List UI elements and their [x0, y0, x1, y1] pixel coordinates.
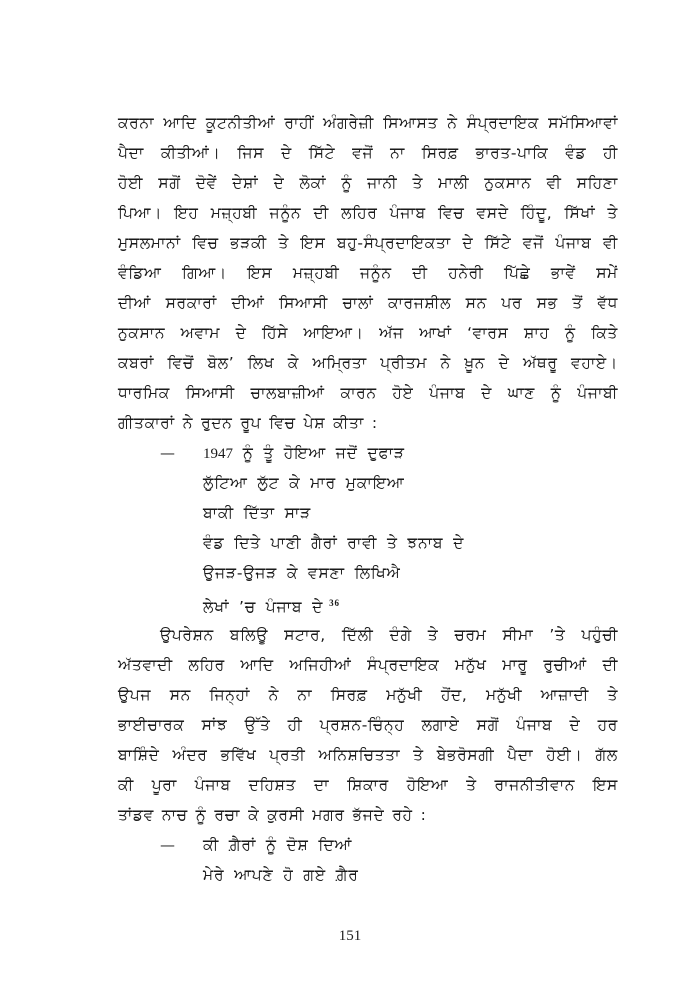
word: ਵਿਚ	[192, 234, 219, 252]
word: ਨਾ	[390, 144, 405, 162]
word: ਸਿੱਟੇ	[308, 144, 336, 162]
text-line	[118, 233, 618, 253]
word: ਪ੍ਰੀਤਮ	[380, 354, 428, 372]
word: ਬੋਲ’	[207, 354, 235, 372]
word: ਹੋਈ।	[546, 746, 583, 764]
word: ਦਾ	[313, 776, 330, 794]
word: ਚਾਲਾਂ	[342, 294, 374, 312]
word: ਪੰਜਾਬ	[429, 384, 466, 402]
word: ਦੇ	[498, 354, 510, 372]
word: ਧਾਰਮਿਕ	[118, 384, 170, 402]
word: ਪੈਦਾ	[507, 746, 534, 764]
text-line	[118, 383, 618, 403]
word: ਭਵਿੱਖ	[220, 746, 257, 764]
word: ਸਟਾਰ,	[284, 626, 326, 644]
word: ਸਿੱਟੇ	[484, 234, 512, 252]
word: ਦੇ	[273, 174, 285, 192]
word: ਉੱਤੇ	[244, 716, 271, 734]
word: ਕਬਰਾਂ	[118, 354, 155, 372]
word: ਅੰਗਰੇਜ਼ੀ	[323, 114, 374, 132]
word: ਲਗਾਏ	[421, 716, 460, 734]
word: ਤੇ	[427, 626, 439, 644]
word: ਭੱਜਦੇ	[352, 806, 385, 824]
word: ਗੀਤਕਾਰਾਂ	[118, 414, 175, 432]
word: ਆਦਿ	[163, 114, 197, 132]
word: ਰੁਦਨ	[201, 414, 233, 432]
word: ਤੇ	[413, 746, 424, 764]
word: ਉਪਜ	[118, 686, 152, 704]
word: ਸੀਮਾ	[502, 626, 534, 644]
verse-line: ਲੁੱਟਿਆ ਲੁੱਟ ਕੇ ਮਾਰ ਮੁਕਾਇਆ	[203, 474, 405, 492]
word: ਨੁਕਸਾਨ	[484, 174, 532, 192]
verse-line: ਕੀ ਗ਼ੈਰਾਂ ਨੂੰ ਦੋਸ਼ ਦਿਆਂ	[203, 836, 353, 854]
word: ਵਿਚ	[269, 414, 296, 432]
word: ਕੀਤਾ	[333, 414, 364, 432]
verse-line	[203, 593, 340, 617]
word: ਕੇ	[287, 354, 299, 372]
text-line	[118, 655, 618, 675]
text-line	[118, 323, 618, 343]
word: ਜਾਨੀ	[367, 174, 398, 192]
word: ਦੇਸ਼ਾਂ	[232, 174, 259, 192]
word: ਕਾਰਜਸ਼ੀਲ	[387, 294, 452, 312]
word: ‘ਵਾਰਸ	[467, 324, 509, 342]
word: ਮਾਲੀ	[438, 174, 470, 192]
word: ਪੂਰਾ	[151, 776, 177, 794]
word: ਗੱਲ	[595, 746, 618, 764]
verse-line-text: ਲੇਖਾਂ ’ਚ ਪੰਜਾਬ ਦੇ	[203, 598, 324, 617]
footnote-marker: 36	[329, 598, 340, 608]
word: ਹੋਈ	[118, 174, 144, 192]
word: ਵਿਚੋਂ	[167, 354, 194, 372]
word: ਚਰਮ	[454, 626, 487, 644]
word: ਸ਼ਾਹ	[524, 324, 550, 342]
word: ਦੰਗੇ	[389, 626, 412, 644]
word: ਸਗੋਂ	[158, 174, 181, 192]
word: ਹੋਏ	[392, 384, 414, 402]
word: ਸਰਕਾਰਾਂ	[165, 294, 217, 312]
verse-dash: —	[160, 836, 175, 854]
word: ਪਰ	[501, 294, 523, 312]
text-line	[118, 353, 618, 373]
text-line	[118, 203, 618, 223]
word: ਮਨੁੱਖੀ	[486, 686, 523, 704]
word: ਤੇ	[607, 686, 618, 704]
word: ਪਿਆ।	[118, 204, 163, 222]
word: ਸਿਰਫ਼	[421, 144, 459, 162]
word: ਸੰਪ੍ਰਦਾਇਕ	[466, 114, 539, 132]
word: ਮਗਰ	[312, 806, 345, 824]
word: ਲਿਖ	[247, 354, 275, 372]
word: ਹਿੰਦੂ,	[520, 204, 553, 222]
word: ਜਨੂੰਨ	[269, 204, 302, 222]
word: ਪਿੱਛੇ	[504, 264, 531, 282]
word: ਨੇ	[182, 414, 194, 432]
word: ਪੰਜਾਬੀ	[577, 384, 618, 402]
word: ਇਹ	[174, 204, 199, 222]
word: ਸਭ	[536, 294, 558, 312]
word: ਮਨੁੱਖ	[455, 656, 487, 674]
text-line	[118, 805, 618, 825]
word: ਆਇਆ।	[303, 324, 364, 342]
word: ਭਾਰਤ-ਪਾਕਿ	[475, 144, 549, 162]
word: ਵੰਡਿਆ	[118, 264, 162, 282]
text-line	[118, 143, 618, 163]
word: ਦੀ	[313, 204, 329, 222]
word: ਕੀ	[118, 776, 134, 794]
word: ਹੀ	[287, 716, 303, 734]
word: ਸਿਆਸੀ	[185, 384, 235, 402]
word: ਖ਼ੂਨ	[464, 354, 486, 372]
word: ਪਹੁੰਚੀ	[581, 626, 618, 644]
word: ਸਗੋਂ	[476, 716, 499, 734]
word: ਪੇਸ਼	[303, 414, 326, 432]
verse-year: 1947	[203, 446, 233, 462]
word: ਆਦਿ	[240, 656, 274, 674]
word: ਹੋਇਆ	[406, 776, 449, 794]
text-line	[118, 293, 618, 313]
word: ਹਰ	[597, 716, 618, 734]
word: ਸਾਂਝ	[201, 716, 228, 734]
word: ਸਿਆਸੀ	[278, 294, 328, 312]
word: ਰਹੇ	[392, 806, 413, 824]
word: ਚਾਲਬਾਜ਼ੀਆਂ	[250, 384, 325, 402]
word: ਪੰਜਾਬ	[516, 716, 553, 734]
word: ਵਿਚ	[437, 204, 465, 222]
word: ਸਮੱਸਿਆਵਾਂ	[548, 114, 618, 132]
word: ਅੱਤਵਾਦੀ	[118, 656, 173, 674]
word: ਅਵਾਮ	[180, 324, 221, 342]
word: ਦੇ	[481, 384, 492, 402]
word: ਕੂਟਨੀਤੀਆਂ	[205, 114, 276, 132]
word: ਲਹਿਰ	[188, 656, 225, 674]
word: ਨਾ	[297, 686, 313, 704]
word: ਨੂੰ	[341, 174, 352, 192]
word: ਭਾਵੇਂ	[550, 264, 576, 282]
word: ਕੀਤੀਆਂ।	[160, 144, 221, 162]
word: ਰਾਜਨੀਤੀਵਾਨ	[494, 776, 576, 794]
word: ਮਜ਼੍ਹਬੀ	[292, 264, 340, 282]
verse-dash: —	[160, 444, 175, 462]
verse-line: ਮੇਰੇ ਆਪਣੇ ਹੋ ਗਏ ਗ਼ੈਰ	[203, 866, 359, 884]
text-line	[118, 745, 618, 765]
word: ਨੂੰ	[565, 324, 576, 342]
word: ਕੁਰਸੀ	[267, 806, 305, 824]
word: ਅਨਿਸ਼ਚਿਤਤਾ	[318, 746, 401, 764]
word: ਭੜਕੀ	[230, 234, 267, 252]
word: ਸਹਿਣਾ	[576, 174, 618, 192]
word: ਦੇ	[235, 324, 247, 342]
word: ਮਾਰੂ	[502, 656, 528, 674]
word: ਵਜੋਂ	[352, 144, 374, 162]
word: ਪ੍ਰਤੀ	[269, 746, 306, 764]
word: ਘਾਣ	[507, 384, 535, 402]
word: ਦੀ	[602, 656, 618, 674]
verse-line: ਬਾਕੀ ਦਿੱਤਾ ਸਾੜ	[203, 504, 312, 522]
word: ਤਾਂਡਵ	[118, 806, 154, 824]
word: ਨੂੰ	[550, 384, 562, 402]
word: ’ਤੇ	[549, 626, 566, 644]
word: ਕਾਰਨ	[340, 384, 377, 402]
text-line	[118, 173, 618, 193]
word: ਬਾਸ਼ਿੰਦੇ	[118, 746, 160, 764]
word: ਜਿਸ	[237, 144, 265, 162]
word: ਇਸ	[592, 776, 618, 794]
word: ਦਹਿਸ਼ਤ	[248, 776, 297, 794]
word: ਅੱਜ	[379, 324, 404, 342]
word: ਮੁਸਲਮਾਨਾਂ	[118, 234, 181, 252]
word: ਰਾਹੀਂ	[284, 114, 314, 132]
text-line	[160, 625, 618, 645]
word: ਰੂਪ	[240, 414, 262, 432]
word: ਦੇ	[280, 144, 292, 162]
word: ਰੁਚੀਆਂ	[543, 656, 587, 674]
word: :	[371, 414, 378, 432]
word: ਵਜੋਂ	[522, 234, 544, 252]
word: ਦੀ	[412, 264, 428, 282]
word: ਦੀਆਂ	[231, 294, 265, 312]
word: ਬਹੁ-ਸੰਪ੍ਰਦਾਇਕਤਾ	[337, 234, 451, 252]
word: ਜਿਨ੍ਹਾਂ	[209, 686, 250, 704]
word: ਨਾਚ	[161, 806, 188, 824]
word: ਹਿੱਸੇ	[262, 324, 289, 342]
word: ਅੰਦਰ	[172, 746, 208, 764]
word: ਨੁਕਸਾਨ	[118, 324, 166, 342]
word: ਪੰਜਾਬ	[389, 204, 426, 222]
word: ਲਹਿਰ	[341, 204, 378, 222]
word: ਬਲਿਊ	[229, 626, 269, 644]
verse-line: ਵੰਡ ਦਿਤੇ ਪਾਣੀ ਗੈਰਾਂ ਰਾਵੀ ਤੇ ਝਨਾਬ ਦੇ	[203, 534, 465, 552]
word: ਤੇ	[607, 204, 618, 222]
word: ਹੀ	[603, 144, 618, 162]
word: ਬੇਭਰੋਸਗੀ	[436, 746, 495, 764]
word: ਵੀ	[546, 174, 562, 192]
word: ਸ਼ਿਕਾਰ	[347, 776, 389, 794]
word: ਤੇ	[466, 776, 477, 794]
word: ਵੀ	[602, 234, 618, 252]
word: ਤੇ	[278, 234, 289, 252]
verse-line: ਉਜੜ-ਉਜੜ ਕੇ ਵਸਣਾ ਲਿਖਿਐ	[203, 564, 401, 582]
text-line	[118, 413, 618, 433]
word: ਦਿੱਲੀ	[341, 626, 374, 644]
word: ਦੇ	[569, 716, 581, 734]
word: ਹਨੇਰੀ	[448, 264, 484, 282]
word: ਸੰਪ੍ਰਦਾਇਕ	[367, 656, 440, 674]
word: ਪੰਜਾਬ	[194, 776, 231, 794]
word: ਤੇ	[412, 174, 423, 192]
text-line	[118, 113, 618, 133]
word: ਸਮੇਂ	[596, 264, 618, 282]
text-line	[118, 263, 618, 283]
word: ਵਸਦੇ	[476, 204, 509, 222]
word: ਸਿੱਖਾਂ	[564, 204, 596, 222]
word: ਪੈਦਾ	[118, 144, 144, 162]
word: ਲੋਕਾਂ	[299, 174, 327, 192]
word: ਨੇ	[447, 114, 458, 132]
word: ਆਖਾਂ	[419, 324, 452, 342]
word: ਵਹਾਏ।	[571, 354, 618, 372]
word: ਪੰਜਾਬ	[555, 234, 592, 252]
page-number: 151	[338, 928, 362, 944]
word: ਤੋਂ	[572, 294, 583, 312]
word: ਇਸ	[300, 234, 326, 252]
word: ਵੰਡ	[565, 144, 587, 162]
word: ਪ੍ਰਸ਼ਨ-ਚਿੰਨ੍ਹ	[319, 716, 405, 734]
word: ਕਿਤੇ	[591, 324, 618, 342]
word: ਨੂੰ	[195, 806, 207, 824]
word: ਸਿਰਫ਼	[330, 686, 368, 704]
word: ਆਜ਼ਾਦੀ	[540, 686, 589, 704]
text-line	[118, 685, 618, 705]
word: ਭਾਈਚਾਰਕ	[118, 716, 185, 734]
word: ਨੇ	[268, 686, 279, 704]
word: ਇਸ	[247, 264, 273, 282]
word: ਨੇ	[440, 354, 451, 372]
word: ਦੋਵੇਂ	[195, 174, 217, 192]
word: ਅਜਿਹੀਆਂ	[289, 656, 352, 674]
word: ਅਮ੍ਰਿਤਾ	[312, 354, 367, 372]
word: ਦੇ	[462, 234, 474, 252]
word: ਜਨੂੰਨ	[359, 264, 392, 282]
word: :	[420, 806, 427, 824]
word: ਹੋਂਦ,	[440, 686, 468, 704]
word: ਦੀਆਂ	[118, 294, 152, 312]
word: ਮਜ਼੍ਹਬੀ	[210, 204, 258, 222]
word: ਮਨੁੱਖੀ	[386, 686, 423, 704]
word: ਅੱਥਰੂ	[522, 354, 558, 372]
word: ਵੱਧ	[597, 294, 618, 312]
word: ਸਨ	[169, 686, 191, 704]
word: ਸਿਆਸਤ	[383, 114, 438, 132]
word: ਗਿਆ।	[181, 264, 227, 282]
word: ਕੇ	[248, 806, 260, 824]
text-line	[118, 715, 618, 735]
verse-line-text: ਨੂੰ ਤੂੰ ਹੋਇਆ ਜਦੋਂ ਦੁਫਾੜ	[242, 444, 405, 462]
verse-line	[203, 443, 405, 464]
word: ਰਚਾ	[214, 806, 241, 824]
word: ਕਰਨਾ	[118, 114, 155, 132]
text-line	[118, 775, 618, 795]
word: ਉਪਰੇਸ਼ਨ	[160, 626, 214, 644]
word: ਸਨ	[465, 294, 487, 312]
